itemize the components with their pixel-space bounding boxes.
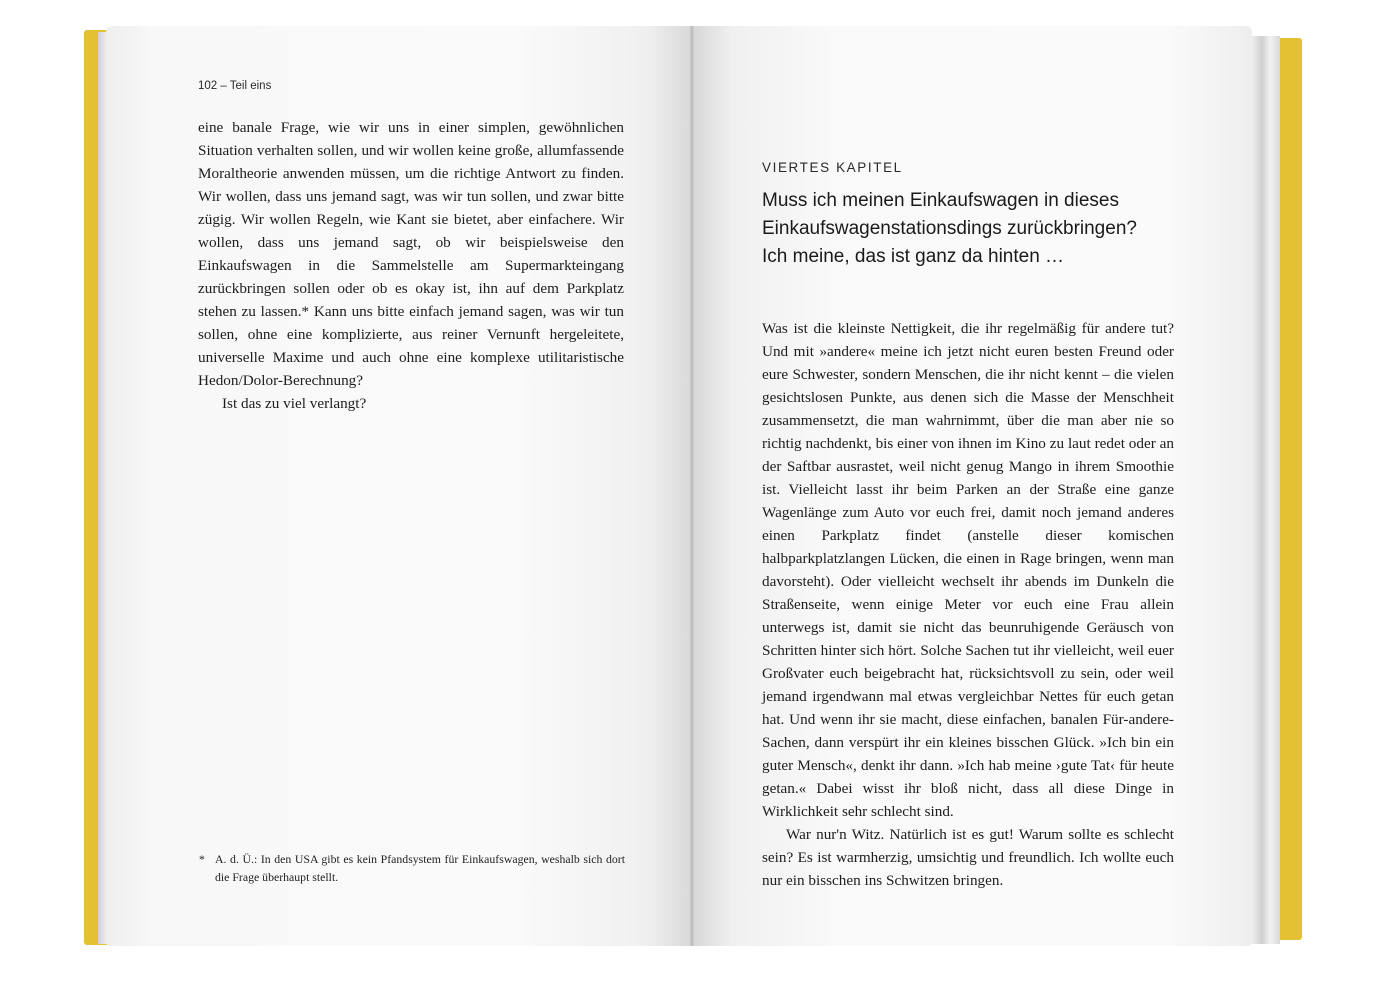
footnote xyxy=(199,850,625,886)
footnote-text: A. d. Ü.: In den USA gibt es kein Pfandsystem für Einkaufswagen, weshalb sich dort die Frage überhaupt stellt. xyxy=(215,852,625,884)
body-paragraph: War nur'n Witz. Natürlich ist es gut! Warum sollte es schlecht sein? Es ist warmherzig, umsichtig und freundlich. Ich wollte euch nur ein bisschen ins Schwitzen bringen. xyxy=(762,826,1174,889)
footnote-mark: * xyxy=(199,852,205,866)
right-page-body xyxy=(762,317,1174,892)
body-paragraph: Ist das zu viel verlangt? xyxy=(222,395,367,412)
chapter-title-line: Ich meine, das ist ganz da hinten … xyxy=(762,246,1065,267)
chapter-title xyxy=(762,187,1182,271)
book-spine-gutter xyxy=(690,26,694,946)
body-paragraph: Was ist die kleinste Nettigkeit, die ihr regelmäßig für andere tut? Und mit »andere« meine ich jetzt nicht euren besten Freund oder eure Schwester, sondern Menschen, die ihr nicht kennt – die vielen gesichtslosen Punkte, aus denen sich die Masse der Menschheit zusammensetzt, die man wahrnimmt, über die man aber nie so richtig nachdenkt, bis einer von ihnen im Kino zu laut redet oder an der Saftbar ausrastet, weil nicht genug Mango in ihrem Smoothie ist. Vielleicht lasst ihr beim Parken an der Straße eine ganze Wagenlänge zum Auto vor euch frei, damit noch jemand anderes einen Parkplatz findet (anstelle dieser komischen halbparkplatzlangen Lücken, die einen in Rage bringen, wenn man davorsteht). Oder vielleicht wechselt ihr abends im Dunkeln die Straßenseite, wenn einige Meter vor euch eine Frau allein unterwegs ist, damit sie nicht das beunruhigende Geräusch von Schritten hinter sich hört. Solche Sachen tut ihr vielleicht, weil euer Großvater euch beigebracht hat, rücksichtsvoll zu sein, oder weil jemand irgendwann mal etwas vergleichbar Nettes für euch getan hat. Und wenn ihr sie macht, diese einfachen, banalen Für-andere-Sachen, dann verspürt ihr ein kleines bisschen Glück. »Ich bin ein guter Mensch«, denkt ihr dann. »Ich hab meine ›gute Tat‹ für heute getan.« Dabei wisst ihr bloß nicht, dass all diese Dinge in Wirklichkeit sehr schlecht sind. xyxy=(762,320,1174,820)
running-head: 102 – Teil eins xyxy=(198,80,272,92)
chapter-title-line: Muss ich meinen Einkaufswagen in dieses xyxy=(762,190,1119,211)
chapter-title-line: Einkaufswagenstationsdings zurückbringen? xyxy=(762,218,1137,239)
chapter-label: VIERTES KAPITEL xyxy=(762,160,903,175)
left-page-body xyxy=(198,116,624,415)
body-paragraph: eine banale Frage, wie wir uns in einer simplen, gewöhnlichen Situation verhalten sollen, und wir wollen keine große, allumfassende Moraltheorie anwenden müssen, um die richtige Antwort zu finden. Wir wollen, dass uns jemand sagt, was wir tun sollen, und zwar bitte zügig. Wir wollen Regeln, wie Kant sie bietet, aber einfachere. Wir wollen, dass uns jemand sagt, ob wir beispielsweise den Einkaufswagen in die Sammelstelle am Supermarkteingang zurückbringen sollen oder ob es okay ist, ihn auf dem Parkplatz stehen zu lassen.* Kann uns bitte einfach jemand sagen, was wir tun sollen, ohne eine komplizierte, aus reiner Vernunft hergeleitete, universelle Maxime und auch ohne eine komplexe utilitaristische Hedon/Dolor-Berechnung? xyxy=(198,119,624,389)
